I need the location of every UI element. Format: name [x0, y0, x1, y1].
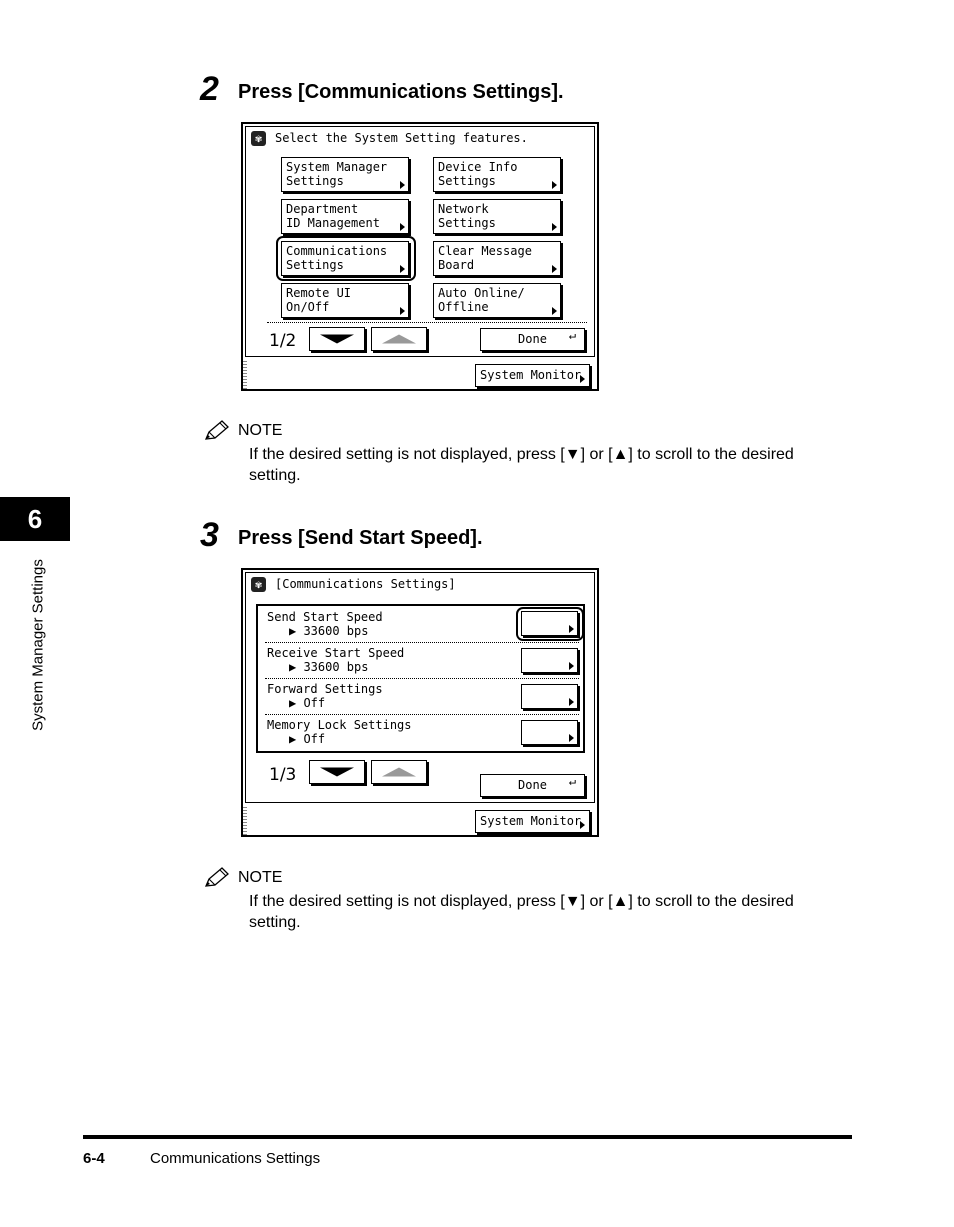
scroll-down-button[interactable] — [309, 760, 365, 784]
done-button[interactable]: Done ↵ — [480, 774, 585, 797]
system-manager-settings-button[interactable]: System Manager Settings — [281, 157, 409, 192]
enter-icon: ↵ — [568, 328, 576, 342]
divider — [267, 322, 587, 323]
divider — [265, 642, 579, 643]
row-value: ▶ Off — [289, 696, 326, 710]
pencil-icon — [203, 419, 231, 443]
arrow-right-icon — [552, 307, 557, 315]
send-start-speed-button[interactable] — [521, 611, 578, 636]
pencil-icon — [203, 866, 231, 890]
arrow-right-icon — [569, 662, 574, 670]
arrow-up-icon — [382, 335, 416, 344]
system-settings-screen — [241, 122, 599, 391]
chapter-side-title: System Manager Settings — [29, 559, 47, 731]
footer-rule — [83, 1135, 852, 1139]
network-settings-button[interactable]: Network Settings — [433, 199, 561, 234]
step-3-title: Press [Send Start Speed]. — [238, 527, 483, 549]
arrow-right-icon — [569, 698, 574, 706]
system-monitor-button[interactable]: System Monitor — [475, 810, 590, 833]
divider — [265, 714, 579, 715]
step-2-number: 2 — [200, 70, 219, 108]
note-label: NOTE — [238, 869, 283, 886]
arrow-up-icon — [382, 768, 416, 777]
scroll-up-button[interactable] — [371, 760, 427, 784]
footer-page-number: 6-4 — [83, 1150, 105, 1167]
arrow-right-icon — [552, 223, 557, 231]
row-label: Send Start Speed — [267, 610, 383, 624]
system-monitor-button[interactable]: System Monitor — [475, 364, 590, 387]
row-label: Forward Settings — [267, 682, 383, 696]
page-indicator: 1/3 — [269, 765, 297, 785]
row-label: Memory Lock Settings — [267, 718, 412, 732]
divider — [265, 678, 579, 679]
arrow-right-icon — [400, 223, 405, 231]
status-bar-edge — [243, 805, 247, 835]
arrow-right-icon — [580, 375, 585, 383]
arrow-right-icon — [569, 625, 574, 633]
step-3-number: 3 — [200, 516, 219, 554]
arrow-right-icon — [552, 265, 557, 273]
enter-icon: ↵ — [568, 774, 576, 788]
remote-ui-button[interactable]: Remote UI On/Off — [281, 283, 409, 318]
arrow-right-icon — [580, 821, 585, 829]
screen-header: [Communications Settings] — [275, 577, 456, 591]
canon-logo-icon: ✾ — [251, 131, 266, 146]
arrow-down-icon — [320, 768, 354, 777]
row-label: Receive Start Speed — [267, 646, 405, 660]
arrow-right-icon — [400, 181, 405, 189]
device-info-settings-button[interactable]: Device Info Settings — [433, 157, 561, 192]
row-value: ▶ 33600 bps — [289, 624, 369, 638]
row-value: ▶ 33600 bps — [289, 660, 369, 674]
communications-settings-screen — [241, 568, 599, 837]
scroll-up-button[interactable] — [371, 327, 427, 351]
canon-logo-icon: ✾ — [251, 577, 266, 592]
arrow-right-icon — [400, 307, 405, 315]
arrow-right-icon — [569, 734, 574, 742]
note-text: If the desired setting is not displayed, press [▼] or [▲] to scroll to the desired setting. — [249, 446, 794, 484]
footer-section-title: Communications Settings — [150, 1150, 321, 1167]
note-text: If the desired setting is not displayed, press [▼] or [▲] to scroll to the desired setting. — [249, 893, 794, 931]
receive-start-speed-button[interactable] — [521, 648, 578, 673]
screen-header: Select the System Setting features. — [275, 131, 528, 145]
arrow-right-icon — [552, 181, 557, 189]
arrow-down-icon — [320, 335, 354, 344]
arrow-right-icon — [400, 265, 405, 273]
clear-message-board-button[interactable]: Clear Message Board — [433, 241, 561, 276]
auto-online-offline-button[interactable]: Auto Online/ Offline — [433, 283, 561, 318]
department-id-management-button[interactable]: Department ID Management — [281, 199, 409, 234]
page-indicator: 1/2 — [269, 331, 297, 351]
status-bar-edge — [243, 359, 247, 389]
communications-settings-button[interactable]: Communications Settings — [281, 241, 409, 276]
step-2-title: Press [Communications Settings]. — [238, 81, 564, 103]
chapter-tab: 6 — [0, 497, 70, 541]
row-value: ▶ Off — [289, 732, 326, 746]
scroll-down-button[interactable] — [309, 327, 365, 351]
note-label: NOTE — [238, 422, 283, 439]
forward-settings-button[interactable] — [521, 684, 578, 709]
done-button[interactable]: Done ↵ — [480, 328, 585, 351]
memory-lock-settings-button[interactable] — [521, 720, 578, 745]
